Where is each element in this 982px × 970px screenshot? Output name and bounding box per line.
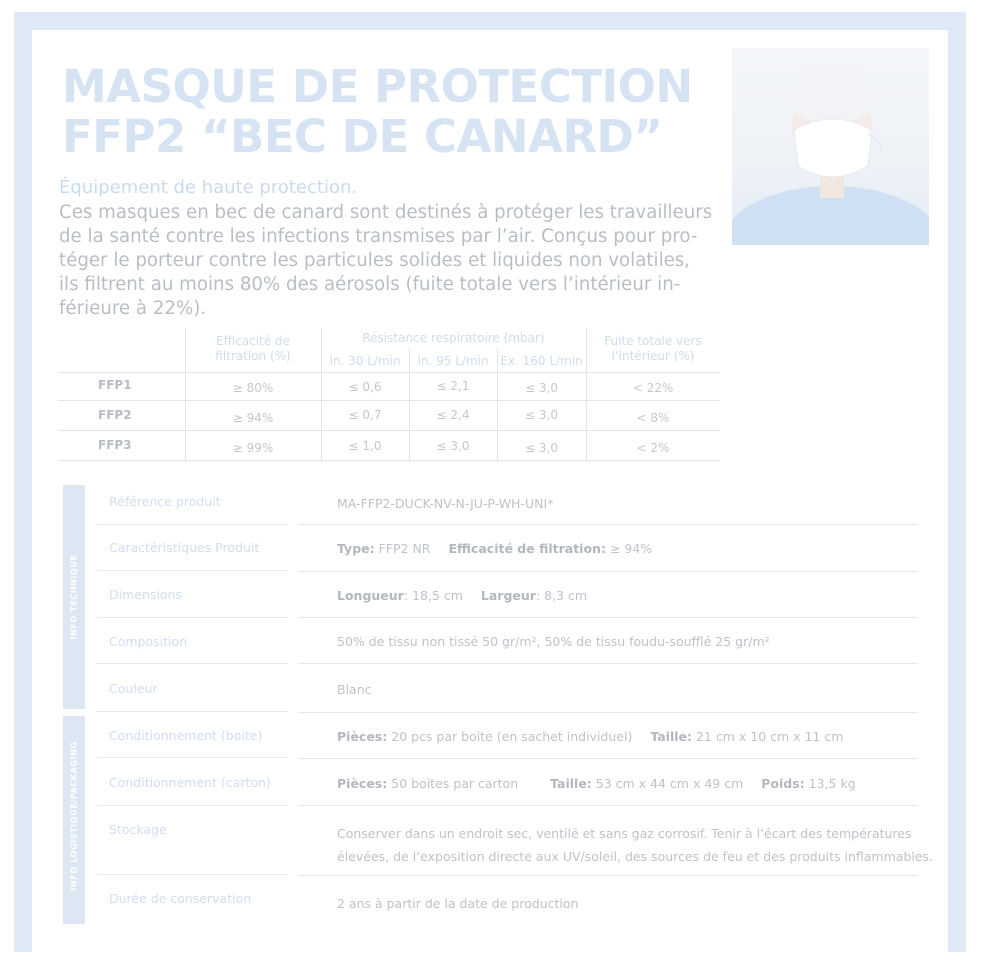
mask-wearer-illustration bbox=[732, 48, 929, 245]
product-photo bbox=[732, 48, 929, 245]
cell-leak: < 2% bbox=[636, 441, 670, 455]
box-pieces-value: 20 pcs par boite (en sachet individuel) bbox=[391, 729, 633, 744]
cell-in95: ≤ 3,0 bbox=[436, 439, 470, 453]
row-rule bbox=[97, 663, 288, 664]
intro-line: Ces masques en bec de canard sont destinés à protéger les travailleurs bbox=[59, 202, 713, 223]
row-label-ffp1: FFP1 bbox=[98, 378, 132, 392]
product-title bbox=[62, 62, 722, 162]
table-rule bbox=[58, 460, 720, 461]
header-text: Efficacité de bbox=[216, 334, 290, 348]
carton-weight-label: Poids: bbox=[761, 776, 805, 791]
value-characteristics bbox=[337, 541, 652, 556]
cell-leak: < 22% bbox=[632, 381, 674, 395]
row-label-ffp3: FFP3 bbox=[98, 438, 132, 452]
row-rule bbox=[298, 571, 918, 572]
title-line-1: MASQUE DE PROTECTION bbox=[62, 60, 693, 113]
table-rule bbox=[58, 430, 720, 431]
cell-filtration: ≥ 94% bbox=[232, 411, 274, 425]
header-in95: In. 95 L/min bbox=[417, 354, 489, 368]
row-rule bbox=[298, 805, 918, 806]
header-text: Fuite totale vers bbox=[604, 334, 702, 348]
ffp-comparison-table bbox=[58, 328, 720, 462]
cell-ex160: ≤ 3,0 bbox=[525, 408, 558, 422]
cell-in30: ≤ 0,7 bbox=[348, 408, 382, 422]
row-label-ffp2: FFP2 bbox=[98, 408, 132, 422]
table-rule bbox=[58, 372, 720, 373]
intro-line: de la santé contre les infections transmises par l’air. Conçus pour pro- bbox=[59, 226, 698, 247]
row-rule bbox=[97, 570, 288, 571]
label-box-packaging: Conditionnement (boite) bbox=[109, 728, 263, 743]
length-label: Longueur bbox=[337, 588, 404, 603]
value-storage bbox=[337, 822, 933, 868]
cell-in30: ≤ 1,0 bbox=[348, 439, 382, 453]
carton-size-label: Taille: bbox=[550, 776, 592, 791]
value-reference: MA-FFP2-DUCK-NV-N-JU-P-WH-UNI* bbox=[337, 496, 554, 511]
carton-pieces-value: 50 boites par carton bbox=[391, 776, 519, 791]
label-characteristics: Caractéristiques Produit bbox=[109, 540, 260, 555]
row-rule bbox=[97, 711, 288, 712]
header-in30: In. 30 L/min bbox=[329, 354, 401, 368]
width-value: : 8,3 cm bbox=[535, 588, 588, 603]
cell-in30: ≤ 0,6 bbox=[348, 380, 382, 394]
intro-line: téger le porteur contre les particules solides et liquides non volatiles, bbox=[59, 250, 691, 271]
sidebar-tech-label: INFO TECHNIQUE bbox=[69, 554, 79, 640]
carton-weight-value: 13,5 kg bbox=[808, 776, 856, 791]
row-rule bbox=[97, 617, 288, 618]
header-filtration bbox=[185, 334, 321, 364]
value-color: Blanc bbox=[337, 682, 372, 697]
storage-line: élevées, de l’exposition directe aux UV/soleil, des sources de feu et des produits inflammables. bbox=[337, 849, 934, 864]
cell-in95: ≤ 2,4 bbox=[436, 408, 470, 422]
header-text: filtration (%) bbox=[215, 349, 291, 363]
carton-size-value: 53 cm x 44 cm x 49 cm bbox=[595, 776, 744, 791]
efficiency-value: ≥ 94% bbox=[609, 541, 653, 556]
cell-leak: < 8% bbox=[636, 411, 670, 425]
cell-filtration: ≥ 80% bbox=[232, 381, 274, 395]
cell-ex160: ≤ 3,0 bbox=[525, 381, 558, 395]
row-rule bbox=[97, 757, 288, 758]
cell-ex160: ≤ 3,0 bbox=[525, 441, 558, 455]
value-dimensions bbox=[337, 588, 587, 603]
value-box-packaging bbox=[337, 729, 843, 744]
cell-in95: ≤ 2,1 bbox=[436, 379, 470, 393]
row-rule bbox=[97, 874, 288, 875]
row-rule bbox=[298, 524, 918, 525]
label-composition: Composition bbox=[109, 634, 188, 649]
value-composition: 50% de tissu non tissé 50 gr/m², 50% de tissu foudu-soufflé 25 gr/m² bbox=[337, 634, 770, 649]
row-rule bbox=[298, 712, 918, 713]
type-label: Type: bbox=[337, 541, 375, 556]
header-text: l’intérieur (%) bbox=[611, 349, 695, 363]
row-rule bbox=[97, 805, 288, 806]
table-rule bbox=[58, 400, 720, 401]
label-dimensions: Dimensions bbox=[109, 587, 182, 602]
type-value: FFP2 NR bbox=[378, 541, 431, 556]
title-line-2: FFP2 “BEC DE CANARD” bbox=[62, 110, 663, 163]
intro-line: ils filtrent au moins 80% des aérosols (fuite totale vers l’intérieur in- bbox=[59, 274, 681, 295]
row-rule bbox=[298, 663, 918, 664]
label-shelf-life: Durée de conservation bbox=[109, 891, 252, 906]
value-carton-packaging bbox=[337, 776, 856, 791]
header-ex160: Ex. 160 L/min bbox=[500, 354, 583, 368]
storage-line: Conserver dans un endroit sec, ventilé et sans gaz corrosif. Tenir à l’écart des températures bbox=[337, 826, 912, 841]
subtitle: Équipement de haute protection. bbox=[59, 177, 358, 198]
box-size-value: 21 cm x 10 cm x 11 cm bbox=[695, 729, 844, 744]
label-color: Couleur bbox=[109, 681, 158, 696]
box-pieces-label: Pièces: bbox=[337, 729, 388, 744]
row-rule bbox=[298, 875, 918, 876]
cell-filtration: ≥ 99% bbox=[232, 441, 274, 455]
label-storage: Stockage bbox=[109, 822, 167, 837]
value-shelf-life: 2 ans à partir de la date de production bbox=[337, 896, 579, 911]
width-label: Largeur bbox=[480, 588, 536, 603]
label-carton-packaging: Conditionnement (carton) bbox=[109, 775, 271, 790]
header-leak bbox=[586, 334, 720, 364]
efficiency-label: Efficacité de filtration: bbox=[448, 541, 606, 556]
intro-line: férieure à 22%). bbox=[59, 298, 207, 319]
label-reference: Référence produit bbox=[109, 494, 221, 509]
length-value: : 18,5 cm bbox=[403, 588, 463, 603]
box-size-label: Taille: bbox=[650, 729, 692, 744]
row-rule bbox=[97, 524, 288, 525]
row-rule bbox=[298, 758, 918, 759]
intro-paragraph bbox=[59, 201, 719, 321]
sidebar-logistics-label: INFO LOGISTIQUE/PACKAGING bbox=[69, 741, 79, 891]
row-rule bbox=[298, 617, 918, 618]
header-resistance: Résistance respiratoire (mbar) bbox=[362, 331, 545, 345]
carton-pieces-label: Pièces: bbox=[337, 776, 388, 791]
